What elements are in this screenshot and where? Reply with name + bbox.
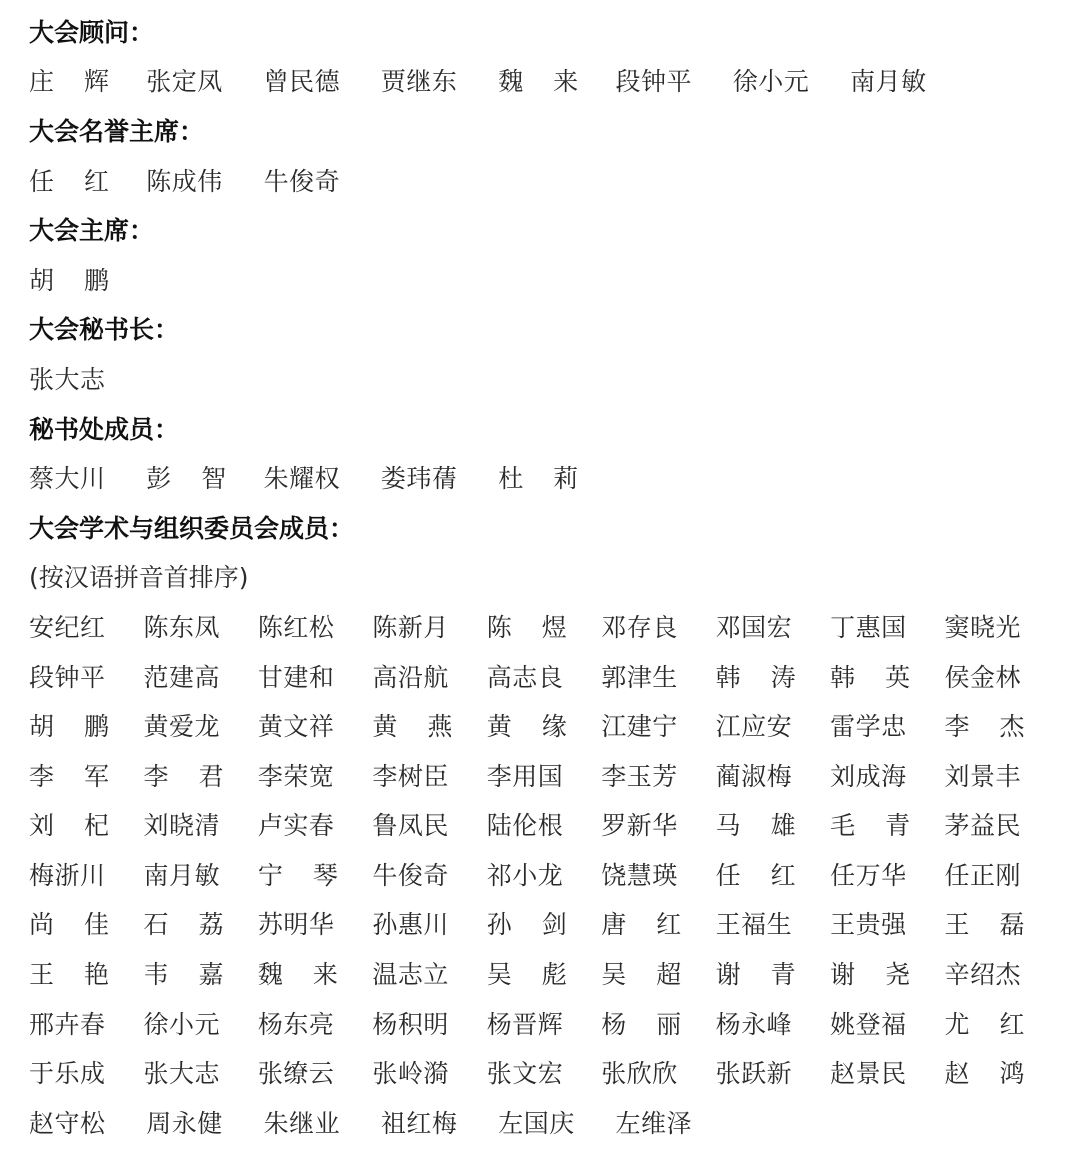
member-name: 段钟平 [29,662,106,692]
member-name: 尚佳 [29,910,140,940]
member-row [29,948,1059,998]
member-name: 赵景民 [830,1059,907,1089]
member-row [29,700,1059,750]
member-name: 黄缘 [486,712,597,742]
member-name: 高沿航 [372,662,449,692]
member-name: 陈成伟 [146,166,223,196]
member-name: 鲁凤民 [372,811,449,841]
member-row [29,849,1059,899]
member-name: 韩涛 [715,662,826,692]
heading-honorary-chairs: 大会名誉主席： [29,116,205,146]
member-name: 王磊 [944,910,1055,940]
member-name: 梅浙川 [29,860,106,890]
heading-chair: 大会主席： [29,216,155,246]
member-name: 魏来 [498,67,609,97]
member-name: 范建高 [143,662,220,692]
member-name: 王艳 [29,960,140,990]
member-name: 徐小元 [143,1009,220,1039]
section-heading [29,502,1059,552]
member-name: 陈红松 [257,612,335,642]
member-name: 窦晓光 [944,612,1022,642]
member-name: 黄燕 [372,712,483,742]
sort-note-row [29,552,1059,602]
member-name: 张缭云 [257,1059,335,1089]
member-name: 安纪红 [29,612,106,642]
member-name: 王贵强 [830,910,907,940]
member-name: 唐红 [601,910,712,940]
heading-secretary-general: 大会秘书长： [29,315,180,345]
member-row [29,899,1059,949]
member-name: 南月敏 [143,860,220,890]
member-name: 李树臣 [372,761,449,791]
member-name: 孙惠川 [372,910,449,940]
member-name: 张文宏 [486,1059,564,1089]
member-name: 张欣欣 [601,1059,678,1089]
member-name: 胡鹏 [29,265,140,295]
member-name: 高志良 [486,662,564,692]
member-name: 辛绍杰 [944,960,1022,990]
member-name: 韦嘉 [143,960,254,990]
member-name: 江建宁 [601,712,678,742]
member-name: 祁小龙 [486,860,564,890]
member-name: 左维泽 [615,1108,692,1138]
section-heading [29,204,1059,254]
member-name: 祖红梅 [380,1108,458,1138]
member-name: 杨永峰 [715,1009,793,1039]
member-row [29,800,1059,850]
member-name: 段钟平 [615,67,692,97]
member-name: 邢卉春 [29,1009,106,1039]
member-name: 侯金林 [944,662,1022,692]
member-name: 陈东凤 [143,612,220,642]
sort-note: (按汉语拼音首排序) [29,563,249,593]
member-name: 杨积明 [372,1009,449,1039]
member-name: 张大志 [29,364,106,394]
member-name: 周永健 [146,1108,223,1138]
member-name: 左国庆 [498,1108,575,1138]
member-name: 庄辉 [29,67,140,97]
member-name: 孙剑 [486,910,597,940]
member-name: 江应安 [715,712,793,742]
member-name: 刘晓清 [143,811,220,841]
member-name: 吴彪 [486,960,597,990]
member-name: 罗新华 [601,811,678,841]
heading-secretariat: 秘书处成员： [29,414,180,444]
member-row [29,998,1059,1048]
section-heading [29,6,1059,56]
member-name: 韩英 [830,662,941,692]
section-heading [29,105,1059,155]
member-name: 邓存良 [601,612,678,642]
member-name: 彭智 [146,464,257,494]
member-name: 朱耀权 [263,464,341,494]
member-name: 卢实春 [257,811,335,841]
member-name: 温志立 [372,960,449,990]
name-row [29,155,1059,205]
member-name: 张大志 [143,1059,220,1089]
member-name: 杜莉 [498,464,609,494]
member-row [29,1047,1059,1097]
heading-academic-committee: 大会学术与组织委员会成员： [29,513,355,543]
member-name: 王福生 [715,910,793,940]
member-name: 任红 [29,166,140,196]
member-name: 石荔 [143,910,254,940]
member-name: 杨丽 [601,1009,712,1039]
member-name: 任万华 [830,860,907,890]
member-name: 贾继东 [380,67,458,97]
member-name: 谢青 [715,960,826,990]
member-name: 蔡大川 [29,464,106,494]
member-name: 张跃新 [715,1059,793,1089]
member-row [29,601,1059,651]
member-name: 徐小元 [732,67,810,97]
member-name: 吴超 [601,960,712,990]
name-row [29,56,1059,106]
section-heading [29,403,1059,453]
member-name: 魏来 [257,960,368,990]
name-row [29,254,1059,304]
member-name: 于乐成 [29,1059,106,1089]
member-name: 陈新月 [372,612,449,642]
member-name: 姚登福 [830,1009,907,1039]
member-name: 任红 [715,860,826,890]
heading-advisors: 大会顾问： [29,17,155,47]
member-name: 蔺淑梅 [715,761,793,791]
member-name: 李用国 [486,761,564,791]
member-name: 饶慧瑛 [601,860,678,890]
member-name: 曾民德 [263,67,341,97]
member-name: 李荣宽 [257,761,335,791]
member-name: 杨晋辉 [486,1009,564,1039]
member-name: 郭津生 [601,662,678,692]
member-name: 张定凤 [146,67,223,97]
section-heading [29,304,1059,354]
member-name: 刘景丰 [944,761,1022,791]
member-name: 邓国宏 [715,612,793,642]
member-name: 陈煜 [486,612,597,642]
member-name: 牛俊奇 [263,166,341,196]
name-row [29,452,1059,502]
member-row [29,1097,1059,1147]
member-name: 李军 [29,761,140,791]
member-name: 黄爱龙 [143,712,220,742]
member-name: 雷学忠 [830,712,907,742]
member-name: 甘建和 [257,662,335,692]
member-name: 丁惠国 [830,612,907,642]
member-name: 尤红 [944,1009,1055,1039]
member-name: 牛俊奇 [372,860,449,890]
member-name: 李杰 [944,712,1055,742]
member-name: 南月敏 [850,67,927,97]
member-name: 任正刚 [944,860,1022,890]
member-name: 赵守松 [29,1108,106,1138]
member-name: 苏明华 [257,910,335,940]
member-name: 李君 [143,761,254,791]
member-name: 娄玮蒨 [380,464,458,494]
member-name: 宁琴 [257,860,368,890]
member-row [29,750,1059,800]
member-name: 赵鸿 [944,1059,1055,1089]
member-name: 朱继业 [263,1108,341,1138]
committee-member-grid [29,601,1059,1147]
member-name: 杨东亮 [257,1009,335,1039]
member-name: 马雄 [715,811,826,841]
committee-list [29,6,1059,1147]
member-name: 毛青 [830,811,941,841]
member-name: 茅益民 [944,811,1022,841]
member-name: 刘杞 [29,811,140,841]
member-name: 刘成海 [830,761,907,791]
name-row [29,353,1059,403]
member-name: 陆伦根 [486,811,564,841]
member-name: 黄文祥 [257,712,335,742]
member-name: 谢尧 [830,960,941,990]
member-name: 胡鹏 [29,712,140,742]
member-name: 张岭漪 [372,1059,449,1089]
member-name: 李玉芳 [601,761,678,791]
member-row [29,651,1059,701]
